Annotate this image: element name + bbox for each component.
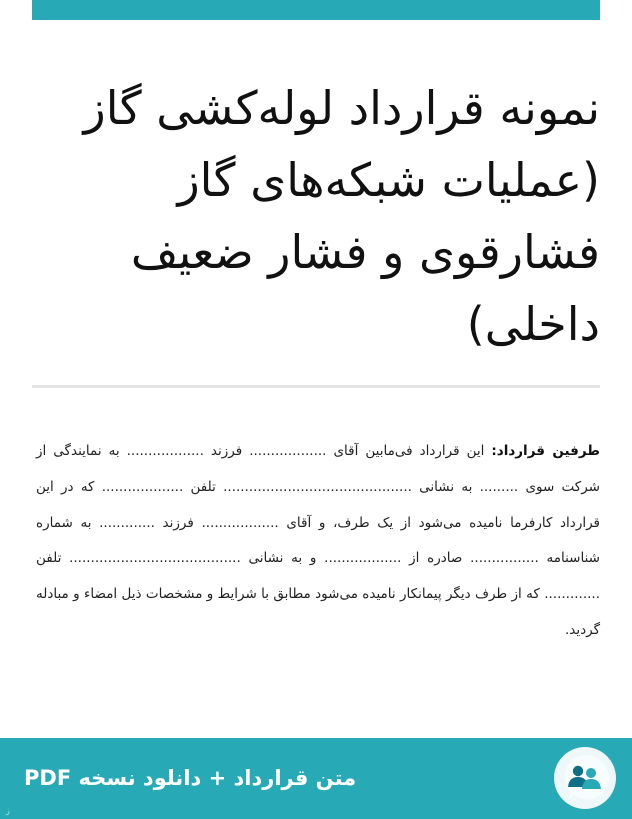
contract-parties-paragraph: [36, 434, 600, 649]
download-banner[interactable]: [0, 738, 632, 819]
parties-text: این قرارداد فی‌مابین آقای .................. فرزند .................. به نمایندگی از شرکت سوی ......... به نشانی ............................................ تلفن ................... که در این قرارداد کارفرما نامیده می‌شود از یک طرف، و آقای .................. فرزند ............. به شماره شناسنامه ................ صادره از .................. و به نشانی ........................................ تلفن ............. که از طرف دیگر پیمانکار نامیده می‌شود مطابق با شرایط و مشخصات ذیل امضاء و مبادله گردید.: [36, 443, 600, 638]
page-title: نمونه قرارداد لوله‌کشی گاز (عملیات شبکه‌های گاز فشارقوی و فشار ضعیف داخلی): [83, 81, 600, 351]
corner-mark: ز: [6, 806, 10, 815]
parties-label: طرفین قرارداد:: [491, 443, 600, 459]
people-chat-icon: [554, 747, 616, 809]
download-banner-label[interactable]: متن قرارداد + دانلود نسخه PDF: [24, 766, 357, 790]
section-divider: [32, 385, 600, 388]
top-accent-bar: [32, 0, 600, 20]
